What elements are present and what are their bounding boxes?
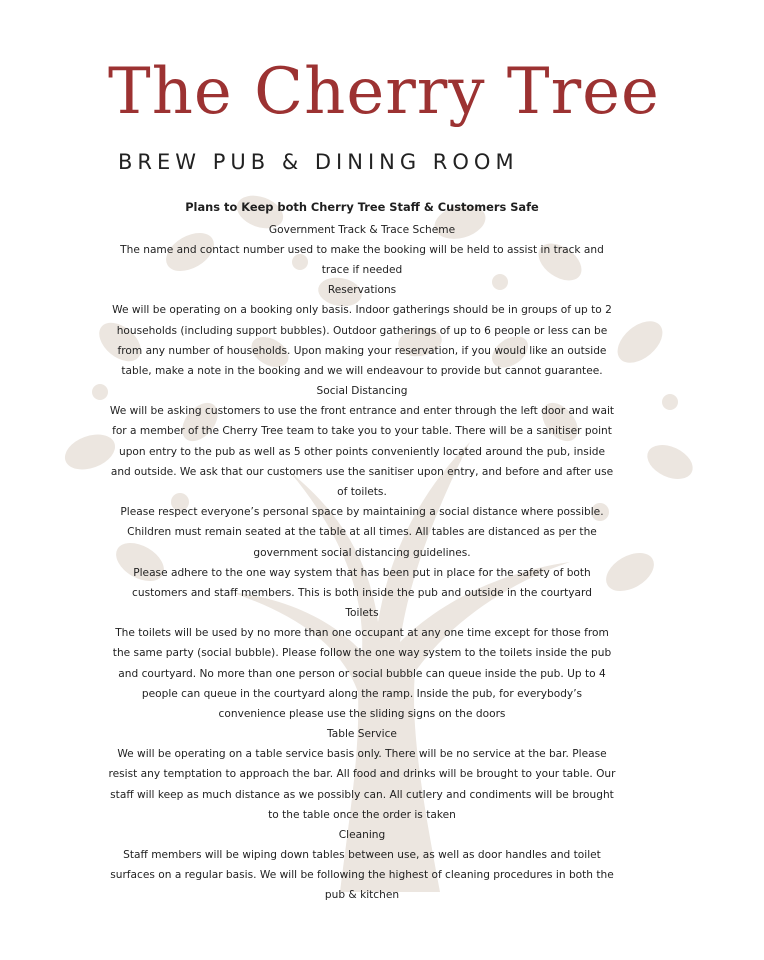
logo-title: The Cherry Tree: [108, 55, 660, 129]
section-text-reservations: We will be operating on a booking only basis. Indoor gatherings should be in groups of up to 2 households (including support bubbles). Outdoor gatherings of up to 6 people or less can be from any number of households. Upon making your reservation, if you would like an outside table, make a note in the booking and we will endeavour to provide but cannot guarantee.: [112, 304, 612, 378]
section-text-toilets: The toilets will be used by no more than one occupant at any one time except for those from the same party (social bubble). Please follow the one way system to the toilets inside the pub and courtyard. No more than one person or social bubble can queue inside the pub. Up to 4 people can queue in the courtyard along the ramp. Inside the pub, for everybody’s convenience please use the sliding signs on the doors: [112, 627, 612, 721]
section-title-cleaning: Cleaning: [338, 829, 386, 842]
section-text-distancing-2: Please respect everyone’s personal space by maintaining a social distance where possible. Children must remain seated at the table at all times. All tables are distanced as per the government social distancing guidelines.: [120, 506, 604, 559]
section-title-table-service: Table Service: [327, 728, 397, 741]
section-text-cleaning: Staff members will be wiping down tables between use, as well as door handles and toilet surfaces on a regular basis. We will be following the highest of cleaning procedures in both the pub & kitchen: [110, 849, 614, 902]
section-title-track-trace: Government Track & Trace Scheme: [268, 224, 456, 236]
document-body: [108, 196, 616, 906]
section-title-reservations: Reservations: [327, 284, 397, 297]
section-text-distancing-3: Please adhere to the one way system that has been put in place for the safety of both customers and staff members. This is both inside the pub and outside in the courtyard: [132, 566, 592, 600]
section-text-table-service: We will be operating on a table service basis only. There will be no service at the bar. Please resist any temptation to approach the bar. All food and drinks will be brought to your table. Our staff will keep as much distance as we possibly can. All cutlery and condiments will be brought to the table once the order is taken: [108, 748, 616, 821]
document-heading: Plans to Keep both Cherry Tree Staff & Customers Safe: [185, 200, 539, 214]
section-title-toilets: Toilets: [345, 607, 379, 620]
section-text-distancing-1: We will be asking customers to use the front entrance and enter through the left door and wait for a member of the Cherry Tree team to take you to your table. There will be a sanitiser point upon entry to the pub as well as 5 other points conveniently located around the pub, inside and outside. We ask that our customers use the sanitiser upon entry, and before and after use of toilets.: [109, 405, 615, 499]
logo-subtitle: BREW PUB & DINING ROOM: [118, 150, 519, 174]
section-title-social-distancing: Social Distancing: [316, 385, 408, 398]
section-text-track-trace: The name and contact number used to make the booking will be held to assist in track and trace if needed: [120, 244, 604, 277]
